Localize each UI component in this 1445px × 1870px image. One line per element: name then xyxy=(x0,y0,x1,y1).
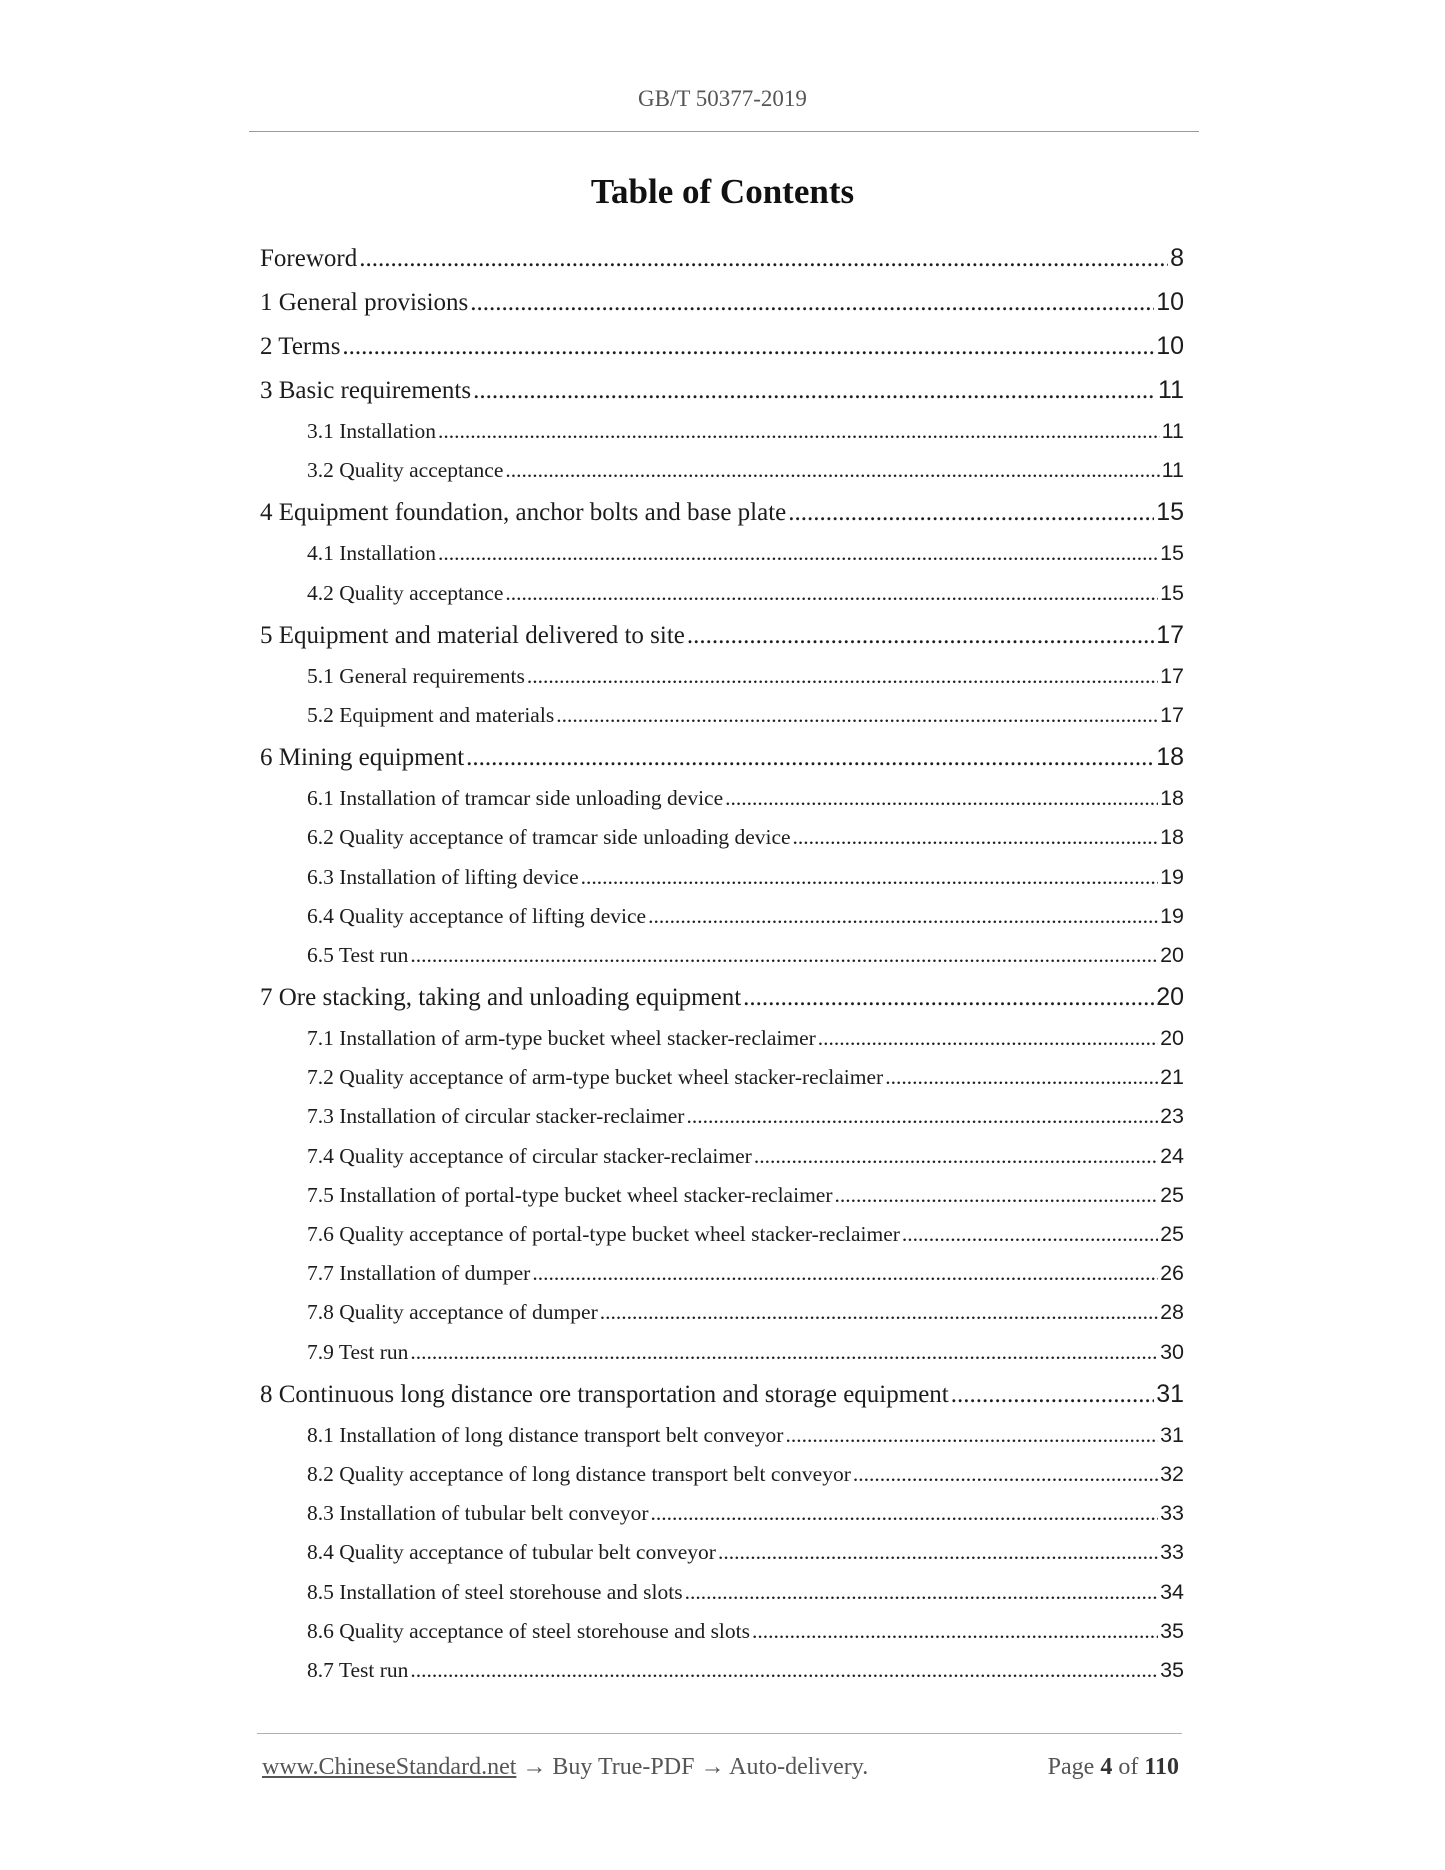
toc-entry-page: 35 xyxy=(1160,1657,1184,1682)
toc-entry-label: 4 Equipment foundation, anchor bolts and base plate xyxy=(260,499,787,527)
toc-entry-page: 18 xyxy=(1160,786,1184,811)
toc-entry-label: 6 Mining equipment xyxy=(260,744,465,772)
footer-tagline: → Buy True-PDF → Auto-delivery. xyxy=(516,1754,869,1780)
toc-leader-dots xyxy=(785,1416,1158,1455)
toc-entry-page: 26 xyxy=(1160,1261,1184,1286)
toc-leader-dots xyxy=(835,1176,1159,1215)
toc-entry-page: 18 xyxy=(1156,743,1184,772)
toc-entry[interactable] xyxy=(260,1612,1184,1651)
toc-entry[interactable] xyxy=(260,1573,1184,1612)
toc-entry-label: 7.2 Quality acceptance of arm-type bucket wheel stacker-reclaimer xyxy=(307,1065,884,1090)
website-link[interactable]: www.ChineseStandard.net xyxy=(262,1754,517,1780)
toc-entry[interactable] xyxy=(260,1058,1184,1097)
toc-entry-label: 8.5 Installation of steel storehouse and slots xyxy=(307,1579,683,1604)
toc-entry-label: 8.6 Quality acceptance of steel storehouse and slots xyxy=(307,1618,750,1643)
toc-entry[interactable] xyxy=(260,897,1184,936)
toc-leader-dots xyxy=(902,1215,1158,1254)
toc-entry-label: 3.2 Quality acceptance xyxy=(307,458,504,483)
table-of-contents xyxy=(260,236,1184,1690)
toc-entry-label: 8.2 Quality acceptance of long distance transport belt conveyor xyxy=(307,1461,851,1486)
toc-entry-page: 34 xyxy=(1160,1579,1184,1604)
toc-entry-page: 8 xyxy=(1170,244,1184,272)
toc-leader-dots xyxy=(342,325,1154,368)
toc-entry-page: 15 xyxy=(1156,498,1184,527)
toc-entry-label: 7.4 Quality acceptance of circular stacker-reclaimer xyxy=(307,1143,752,1168)
toc-leader-dots xyxy=(527,657,1158,696)
toc-entry[interactable] xyxy=(260,1293,1184,1332)
toc-entry-label: 8.1 Installation of long distance transport belt conveyor xyxy=(307,1422,784,1447)
toc-entry-page: 33 xyxy=(1160,1540,1184,1565)
page-total: 110 xyxy=(1144,1754,1179,1780)
toc-leader-dots xyxy=(581,858,1158,897)
toc-leader-dots xyxy=(410,1333,1158,1372)
toc-entry-page: 23 xyxy=(1160,1104,1184,1129)
toc-entry-page: 19 xyxy=(1160,903,1184,928)
toc-entry[interactable] xyxy=(260,1254,1184,1293)
toc-entry[interactable] xyxy=(260,818,1184,857)
toc-leader-dots xyxy=(505,574,1158,613)
toc-entry[interactable] xyxy=(260,1176,1184,1215)
toc-entry-page: 35 xyxy=(1160,1618,1184,1643)
header-divider xyxy=(249,131,1199,132)
toc-entry[interactable] xyxy=(260,1019,1184,1058)
of-word: of xyxy=(1118,1754,1139,1780)
toc-entry-label: 5.1 General requirements xyxy=(307,663,525,688)
toc-entry[interactable] xyxy=(260,1533,1184,1572)
toc-entry-label: 8.3 Installation of tubular belt conveyor xyxy=(307,1501,649,1526)
page-word: Page xyxy=(1047,1754,1095,1780)
toc-entry-label: 7 Ore stacking, taking and unloading equipment xyxy=(260,984,742,1012)
toc-leader-dots xyxy=(752,1612,1158,1651)
toc-entry[interactable] xyxy=(260,975,1184,1019)
toc-entry[interactable] xyxy=(260,534,1184,573)
toc-leader-dots xyxy=(818,1019,1158,1058)
toc-leader-dots xyxy=(685,1573,1158,1612)
toc-entry-label: Foreword xyxy=(260,245,358,272)
toc-entry-page: 10 xyxy=(1156,332,1184,360)
toc-entry-label: 7.9 Test run xyxy=(307,1339,409,1364)
toc-entry-page: 31 xyxy=(1156,1379,1184,1408)
document-header: GB/T 50377-2019 xyxy=(638,86,807,111)
toc-entry-label: 8 Continuous long distance ore transportation and storage equipment xyxy=(260,1380,949,1408)
page-indicator xyxy=(1048,1754,1179,1781)
toc-leader-dots xyxy=(743,976,1154,1019)
footer-divider xyxy=(257,1733,1182,1734)
toc-entry-label: 8.7 Test run xyxy=(307,1657,409,1682)
footer-promo xyxy=(262,1754,868,1781)
toc-leader-dots xyxy=(438,412,1160,451)
toc-entry-label: 7.8 Quality acceptance of dumper xyxy=(307,1300,598,1325)
toc-entry-page: 18 xyxy=(1160,825,1184,850)
toc-entry[interactable] xyxy=(260,1455,1184,1494)
toc-leader-dots xyxy=(648,897,1158,936)
toc-leader-dots xyxy=(651,1494,1159,1533)
toc-entry-page: 33 xyxy=(1160,1501,1184,1526)
toc-entry-label: 3.1 Installation xyxy=(307,419,436,443)
toc-leader-dots xyxy=(505,451,1159,490)
toc-entry[interactable] xyxy=(260,735,1184,779)
toc-entry-label: 7.6 Quality acceptance of portal-type bucket wheel stacker-reclaimer xyxy=(307,1222,900,1246)
toc-entry-label: 5 Equipment and material delivered to site xyxy=(260,621,685,649)
toc-leader-dots xyxy=(718,1533,1158,1572)
toc-entry-page: 15 xyxy=(1160,580,1184,605)
toc-leader-dots xyxy=(788,491,1154,534)
toc-leader-dots xyxy=(470,281,1154,324)
toc-entry-page: 11 xyxy=(1161,458,1184,483)
page-title: Table of Contents xyxy=(590,172,855,211)
toc-entry-label: 6.3 Installation of lifting device xyxy=(307,864,579,889)
toc-entry[interactable] xyxy=(260,1137,1184,1176)
toc-entry-page: 32 xyxy=(1160,1461,1184,1486)
toc-leader-dots xyxy=(687,614,1154,657)
toc-entry-page: 24 xyxy=(1160,1143,1184,1168)
toc-leader-dots xyxy=(951,1373,1154,1416)
toc-entry[interactable] xyxy=(260,613,1184,657)
toc-entry[interactable] xyxy=(260,490,1184,534)
toc-entry-label: 8.4 Quality acceptance of tubular belt conveyor xyxy=(307,1540,716,1565)
toc-entry-page: 25 xyxy=(1160,1222,1184,1246)
toc-entry-page: 17 xyxy=(1160,702,1184,727)
toc-leader-dots xyxy=(885,1058,1158,1097)
toc-entry-page: 17 xyxy=(1156,620,1184,649)
toc-leader-dots xyxy=(473,369,1156,412)
toc-entry[interactable] xyxy=(260,574,1184,613)
toc-leader-dots xyxy=(532,1254,1158,1293)
toc-entry-label: 3 Basic requirements xyxy=(260,377,472,404)
toc-entry-label: 6.5 Test run xyxy=(307,942,409,967)
toc-leader-dots xyxy=(853,1455,1158,1494)
toc-entry-page: 20 xyxy=(1156,983,1184,1012)
toc-entry-label: 6.4 Quality acceptance of lifting device xyxy=(307,903,647,928)
toc-entry-page: 20 xyxy=(1160,942,1184,967)
toc-entry[interactable] xyxy=(260,451,1184,490)
toc-leader-dots xyxy=(438,534,1158,573)
toc-entry-page: 31 xyxy=(1160,1422,1184,1447)
toc-leader-dots xyxy=(556,696,1158,735)
toc-entry[interactable] xyxy=(260,1097,1184,1136)
toc-entry[interactable] xyxy=(260,368,1184,412)
toc-entry[interactable] xyxy=(260,1372,1184,1416)
toc-entry[interactable] xyxy=(260,324,1184,368)
toc-entry-page: 28 xyxy=(1160,1300,1184,1325)
toc-entry[interactable] xyxy=(260,236,1184,280)
toc-entry[interactable] xyxy=(260,696,1184,735)
toc-entry-label: 6.1 Installation of tramcar side unloading device xyxy=(307,786,724,811)
toc-entry-label: 4.2 Quality acceptance xyxy=(307,580,504,605)
toc-leader-dots xyxy=(410,1651,1158,1690)
toc-leader-dots xyxy=(793,818,1159,857)
toc-entry-label: 7.7 Installation of dumper xyxy=(307,1261,531,1286)
toc-entry-page: 11 xyxy=(1158,376,1184,404)
toc-entry-label: 7.5 Installation of portal-type bucket wheel stacker-reclaimer xyxy=(307,1182,833,1207)
toc-entry-page: 11 xyxy=(1161,419,1184,443)
toc-leader-dots xyxy=(725,779,1158,818)
toc-entry[interactable] xyxy=(260,1416,1184,1455)
toc-entry-label: 1 General provisions xyxy=(260,289,469,316)
toc-entry[interactable] xyxy=(260,1215,1184,1254)
toc-entry-page: 10 xyxy=(1156,288,1184,316)
toc-entry-page: 30 xyxy=(1160,1339,1184,1364)
toc-entry[interactable] xyxy=(260,1494,1184,1533)
toc-entry-page: 20 xyxy=(1160,1026,1184,1051)
toc-entry-label: 2 Terms xyxy=(260,333,341,360)
toc-entry-page: 15 xyxy=(1160,541,1184,566)
toc-leader-dots xyxy=(466,736,1154,779)
toc-entry-page: 17 xyxy=(1160,663,1184,688)
toc-leader-dots xyxy=(600,1293,1158,1332)
toc-entry-page: 25 xyxy=(1160,1182,1184,1207)
toc-entry-label: 6.2 Quality acceptance of tramcar side unloading device xyxy=(307,825,791,850)
toc-entry-page: 21 xyxy=(1160,1065,1184,1090)
toc-entry-page: 19 xyxy=(1160,864,1184,889)
toc-entry[interactable] xyxy=(260,936,1184,975)
toc-leader-dots xyxy=(410,936,1158,975)
toc-leader-dots xyxy=(359,237,1168,280)
toc-entry[interactable] xyxy=(260,657,1184,696)
toc-entry[interactable] xyxy=(260,1333,1184,1372)
toc-entry-label: 4.1 Installation xyxy=(307,541,436,566)
toc-entry-label: 5.2 Equipment and materials xyxy=(307,702,555,727)
toc-entry[interactable] xyxy=(260,280,1184,324)
toc-entry[interactable] xyxy=(260,858,1184,897)
toc-entry-label: 7.3 Installation of circular stacker-reclaimer xyxy=(307,1104,685,1129)
toc-entry-label: 7.1 Installation of arm-type bucket wheel stacker-reclaimer xyxy=(307,1026,816,1051)
toc-entry[interactable] xyxy=(260,779,1184,818)
toc-entry[interactable] xyxy=(260,412,1184,451)
page-current: 4 xyxy=(1100,1754,1113,1780)
toc-entry[interactable] xyxy=(260,1651,1184,1690)
toc-leader-dots xyxy=(754,1137,1158,1176)
toc-leader-dots xyxy=(686,1097,1158,1136)
